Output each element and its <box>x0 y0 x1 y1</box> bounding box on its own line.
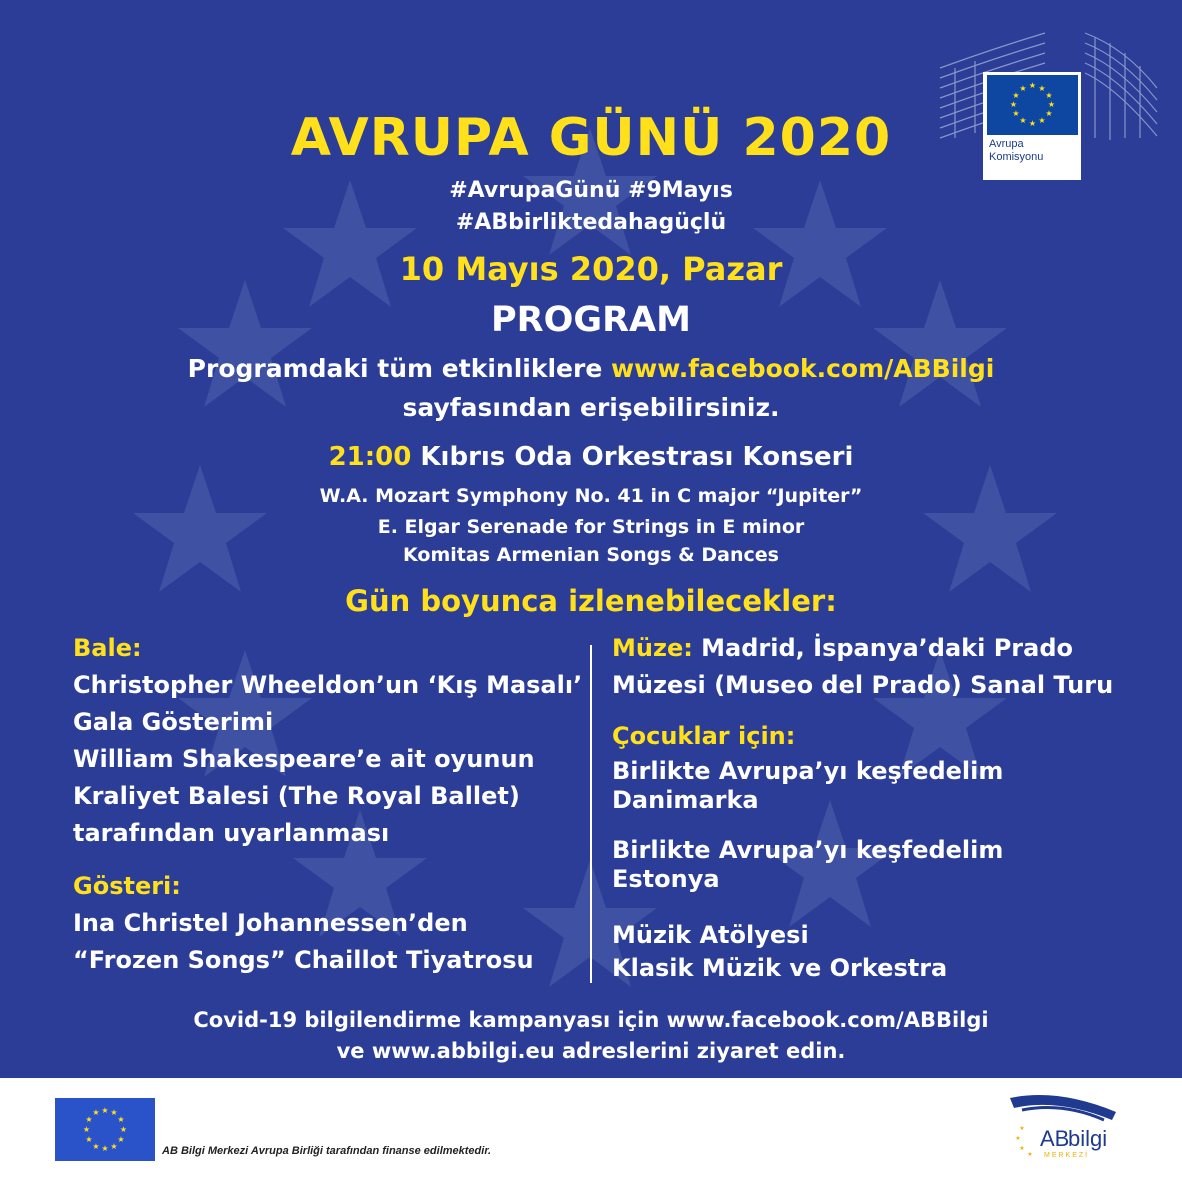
concert-piece: Komitas Armenian Songs & Dances <box>403 544 779 566</box>
abbilgi-merkezi: MERKEZİ <box>1044 1152 1090 1159</box>
ballet-line: Kraliyet Balesi (The Royal Ballet) <box>73 782 520 810</box>
museum-text: Madrid, İspanya’daki Prado <box>692 634 1073 662</box>
ec-logo-line-2: Komisyonu <box>989 151 1044 163</box>
page-title: AVRUPA GÜNÜ 2020 <box>290 108 892 168</box>
ballet-line: tarafından uyarlanması <box>73 819 390 847</box>
ballet-line: William Shakespeare’e ait oyunun <box>73 745 535 773</box>
svg-text:★: ★ <box>92 1108 100 1117</box>
svg-text:★: ★ <box>92 1142 100 1151</box>
abbilgi-ab: AB <box>1040 1126 1070 1151</box>
svg-text:★: ★ <box>1038 84 1046 93</box>
svg-text:★: ★ <box>1028 81 1037 90</box>
abbilgi-logo-icon <box>1008 1090 1128 1170</box>
svg-text:★: ★ <box>117 1135 125 1144</box>
kids-item-line: Müzik Atölyesi <box>612 921 809 949</box>
facebook-link[interactable]: www.facebook.com/ABBilgi <box>611 354 995 383</box>
covid-line-2: ve www.abbilgi.eu adreslerini ziyaret edin. <box>336 1039 846 1063</box>
eu-flag-icon <box>55 1098 155 1161</box>
show-line: “Frozen Songs” Chaillot Tiyatrosu <box>73 946 534 974</box>
svg-text:★: ★ <box>1012 109 1020 118</box>
abbilgi-bilgi: bilgi <box>1068 1126 1108 1151</box>
concert-piece: E. Elgar Serenade for Strings in E minor <box>377 516 805 538</box>
svg-text:★: ★ <box>110 1108 118 1117</box>
concert-title: Kıbrıs Oda Orkestrası Konseri <box>411 442 854 472</box>
svg-text:★: ★ <box>1019 1125 1025 1132</box>
museum-line-1 <box>612 630 1113 667</box>
show-line: Ina Christel Johannessen’den <box>73 909 468 937</box>
ballet-heading: Bale: <box>73 634 142 662</box>
svg-text:★: ★ <box>85 1115 93 1124</box>
ballet-line: Gala Gösterimi <box>73 708 274 736</box>
access-line-1 <box>0 354 1182 383</box>
svg-text:★: ★ <box>1012 91 1020 100</box>
svg-text:★: ★ <box>117 1115 125 1124</box>
svg-text:★: ★ <box>1019 84 1027 93</box>
covid-line-1: Covid-19 bilgilendirme kampanyası için www.facebook.com/ABBilgi <box>193 1008 989 1032</box>
left-column <box>73 630 582 979</box>
svg-text:★: ★ <box>85 1135 93 1144</box>
svg-text:★: ★ <box>119 1125 128 1134</box>
concert-heading <box>0 442 1182 472</box>
svg-text:★: ★ <box>1019 116 1027 125</box>
museum-heading: Müze: <box>612 634 693 662</box>
kids-item-line: Danimarka <box>612 786 759 814</box>
svg-text:★: ★ <box>82 1125 91 1134</box>
svg-text:★: ★ <box>1045 91 1053 100</box>
svg-text:★: ★ <box>1028 119 1037 128</box>
hashtags-line-1: #AvrupaGünü #9Mayıs <box>449 178 733 203</box>
kids-item-line: Estonya <box>612 865 720 893</box>
column-divider <box>590 645 592 983</box>
kids-item-line: Birlikte Avrupa’yı keşfedelim <box>612 836 1004 864</box>
svg-text:★: ★ <box>101 1106 109 1115</box>
concert-time: 21:00 <box>328 442 412 472</box>
section-title: Gün boyunca izlenebilecekler: <box>345 584 837 618</box>
museum-line-2: Müzesi (Museo del Prado) Sanal Turu <box>612 671 1114 699</box>
svg-text:★: ★ <box>1047 100 1056 109</box>
eu-flag-icon <box>987 75 1078 135</box>
kids-item <box>612 919 1113 985</box>
funding-notice: AB Bilgi Merkezi Avrupa Birliği tarafından finanse edilmektedir. <box>162 1145 492 1157</box>
ec-logo-line-1: Avrupa <box>989 138 1024 150</box>
ec-logo-text <box>989 138 1043 164</box>
concert-piece: W.A. Mozart Symphony No. 41 in C major “Jupiter” <box>319 485 863 507</box>
kids-heading: Çocuklar için: <box>612 722 796 750</box>
event-date: 10 Mayıs 2020, Pazar <box>399 250 783 288</box>
kids-item <box>612 757 1113 815</box>
svg-text:★: ★ <box>1019 1145 1025 1152</box>
access-line-2: sayfasından erişebilirsiniz. <box>402 393 780 422</box>
kids-item-line: Klasik Müzik ve Orkestra <box>612 954 948 982</box>
svg-text:★: ★ <box>101 1144 109 1153</box>
kids-item-line: Birlikte Avrupa’yı keşfedelim <box>612 757 1004 785</box>
svg-text:★: ★ <box>110 1142 118 1151</box>
kids-item <box>612 836 1113 894</box>
svg-text:★: ★ <box>1027 1151 1033 1158</box>
show-heading: Gösteri: <box>73 872 181 900</box>
svg-text:★: ★ <box>1015 1135 1021 1142</box>
svg-text:★: ★ <box>1038 116 1046 125</box>
hashtags-line-2: #ABbirliktedahagüçlü <box>455 210 727 235</box>
access-prefix: Programdaki tüm etkinliklere <box>187 354 611 383</box>
svg-text:★: ★ <box>1009 100 1018 109</box>
svg-text:★: ★ <box>1045 109 1053 118</box>
right-column <box>612 630 1113 985</box>
program-label: PROGRAM <box>491 300 691 340</box>
ballet-line: Christopher Wheeldon’un ‘Kış Masalı’ <box>73 671 583 699</box>
